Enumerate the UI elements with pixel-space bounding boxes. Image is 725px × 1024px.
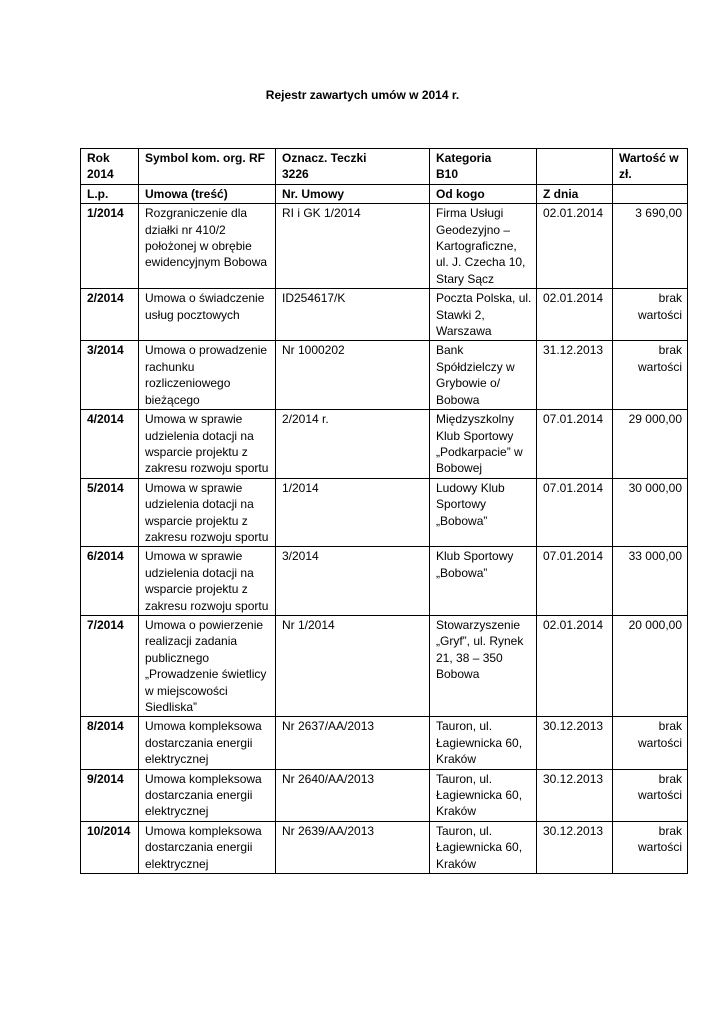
cell-nr-umowy: 1/2014 — [276, 478, 430, 547]
table-row — [81, 547, 688, 616]
cell-lp: 10/2014 — [81, 821, 139, 873]
cell-z-dnia: 02.01.2014 — [537, 615, 613, 716]
cell-od-kogo: Tauron, ul. Łagiewnicka 60, Kraków — [430, 769, 537, 821]
cell-z-dnia: 07.01.2014 — [537, 410, 613, 479]
cell-umowa: Umowa w sprawie udzielenia dotacji na wsparcie projektu z zakresu rozwoju sportu — [139, 547, 276, 616]
page-title: Rejestr zawartych umów w 2014 r. — [265, 88, 460, 102]
cell-umowa: Umowa o świadczenie usług pocztowych — [139, 289, 276, 341]
cell-od-kogo: Tauron, ul. Łagiewnicka 60, Kraków — [430, 717, 537, 769]
cell-z-dnia: 07.01.2014 — [537, 478, 613, 547]
header-row-category — [81, 149, 688, 185]
cell-lp: 7/2014 — [81, 615, 139, 716]
cell-lp: 2/2014 — [81, 289, 139, 341]
cell-umowa: Umowa kompleksowa dostarczania energii elektrycznej — [139, 769, 276, 821]
cell-umowa: Umowa kompleksowa dostarczania energii elektrycznej — [139, 717, 276, 769]
cell-z-dnia: 02.01.2014 — [537, 204, 613, 289]
header-lp: L.p. — [81, 184, 139, 203]
cell-z-dnia: 07.01.2014 — [537, 547, 613, 616]
header-od-kogo: Od kogo — [430, 184, 537, 203]
cell-umowa: Rozgraniczenie dla działki nr 410/2 położonej w obrębie ewidencyjnym Bobowa — [139, 204, 276, 289]
cell-wartosc: brak wartości — [613, 821, 688, 873]
cell-umowa: Umowa o prowadzenie rachunku rozliczeniowego bieżącego — [139, 341, 276, 410]
cell-lp: 3/2014 — [81, 341, 139, 410]
cell-nr-umowy: 3/2014 — [276, 547, 430, 616]
cell-wartosc: brak wartości — [613, 717, 688, 769]
cell-nr-umowy: Nr 2637/AA/2013 — [276, 717, 430, 769]
cell-od-kogo: Międzyszkolny Klub Sportowy „Podkarpacie” w Bobowej — [430, 410, 537, 479]
cell-z-dnia: 30.12.2013 — [537, 769, 613, 821]
cell-lp: 1/2014 — [81, 204, 139, 289]
cell-wartosc: brak wartości — [613, 769, 688, 821]
cell-od-kogo: Firma Usługi Geodezyjno – Kartograficzne, ul. J. Czecha 10, Stary Sącz — [430, 204, 537, 289]
cell-nr-umowy: Nr 1000202 — [276, 341, 430, 410]
header-row-columns — [81, 184, 688, 203]
cell-lp: 8/2014 — [81, 717, 139, 769]
cell-nr-umowy: RI i GK 1/2014 — [276, 204, 430, 289]
cell-nr-umowy: 2/2014 r. — [276, 410, 430, 479]
cell-wartosc: 3 690,00 — [613, 204, 688, 289]
table-row — [81, 769, 688, 821]
cell-z-dnia: 30.12.2013 — [537, 717, 613, 769]
cell-wartosc: 20 000,00 — [613, 615, 688, 716]
header-rok: Rok 2014 — [81, 149, 139, 185]
header-oznacz-teczki: Oznacz. Teczki 3226 — [276, 149, 430, 185]
cell-z-dnia: 02.01.2014 — [537, 289, 613, 341]
cell-wartosc: brak wartości — [613, 289, 688, 341]
cell-wartosc: 30 000,00 — [613, 478, 688, 547]
cell-z-dnia: 31.12.2013 — [537, 341, 613, 410]
cell-umowa: Umowa kompleksowa dostarczania energii elektrycznej — [139, 821, 276, 873]
table-row — [81, 410, 688, 479]
cell-od-kogo: Klub Sportowy „Bobowa” — [430, 547, 537, 616]
cell-od-kogo: Poczta Polska, ul. Stawki 2, Warszawa — [430, 289, 537, 341]
cell-umowa: Umowa o powierzenie realizacji zadania publicznego „Prowadzenie świetlicy w miejscowości Siedliska” — [139, 615, 276, 716]
cell-od-kogo: Stowarzyszenie „Gryf”, ul. Rynek 21, 38 – 350 Bobowa — [430, 615, 537, 716]
table-row — [81, 615, 688, 716]
header-z-dnia: Z dnia — [537, 184, 613, 203]
cell-wartosc: 33 000,00 — [613, 547, 688, 616]
table-row — [81, 478, 688, 547]
table-row — [81, 717, 688, 769]
cell-nr-umowy: Nr 2640/AA/2013 — [276, 769, 430, 821]
cell-nr-umowy: Nr 1/2014 — [276, 615, 430, 716]
table-row — [81, 341, 688, 410]
cell-wartosc: brak wartości — [613, 341, 688, 410]
table-row — [81, 821, 688, 873]
header-kategoria: Kategoria B10 — [430, 149, 537, 185]
table-row — [81, 289, 688, 341]
cell-lp: 4/2014 — [81, 410, 139, 479]
contracts-register-table — [80, 148, 688, 874]
cell-z-dnia: 30.12.2013 — [537, 821, 613, 873]
cell-od-kogo: Bank Spółdzielczy w Grybowie o/ Bobowa — [430, 341, 537, 410]
header-umowa: Umowa (treść) — [139, 184, 276, 203]
cell-od-kogo: Ludowy Klub Sportowy „Bobowa” — [430, 478, 537, 547]
cell-lp: 5/2014 — [81, 478, 139, 547]
header-empty-cell-2 — [613, 184, 688, 203]
cell-od-kogo: Tauron, ul. Łagiewnicka 60, Kraków — [430, 821, 537, 873]
header-nr-umowy: Nr. Umowy — [276, 184, 430, 203]
header-wartosc: Wartość w zł. — [613, 149, 688, 185]
cell-umowa: Umowa w sprawie udzielenia dotacji na wsparcie projektu z zakresu rozwoju sportu — [139, 478, 276, 547]
header-symbol: Symbol kom. org. RF — [139, 149, 276, 185]
header-empty-cell — [537, 149, 613, 185]
cell-nr-umowy: ID254617/K — [276, 289, 430, 341]
cell-umowa: Umowa w sprawie udzielenia dotacji na wsparcie projektu z zakresu rozwoju sportu — [139, 410, 276, 479]
cell-lp: 9/2014 — [81, 769, 139, 821]
table-row — [81, 204, 688, 289]
cell-wartosc: 29 000,00 — [613, 410, 688, 479]
cell-lp: 6/2014 — [81, 547, 139, 616]
cell-nr-umowy: Nr 2639/AA/2013 — [276, 821, 430, 873]
